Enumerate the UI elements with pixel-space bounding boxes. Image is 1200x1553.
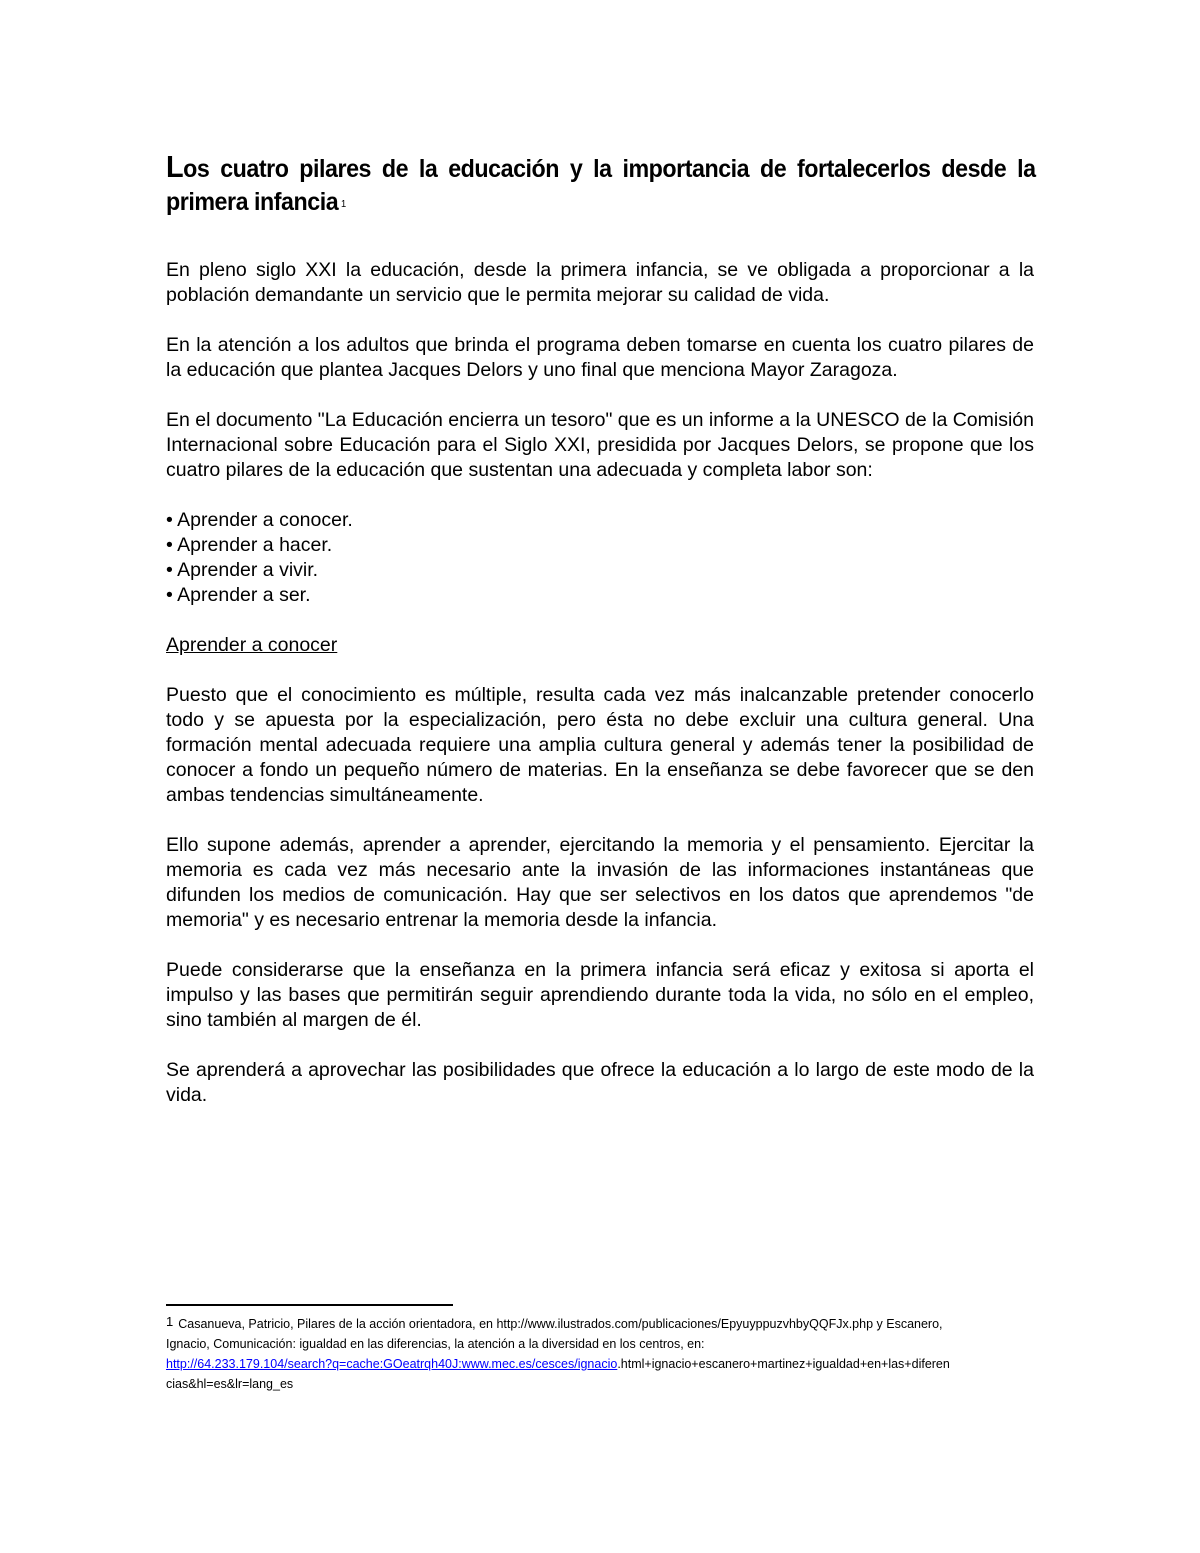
title-text: os cuatro pilares de la educación y la importancia de fortalecerlos desde la primera infancia xyxy=(166,155,1036,216)
intro-paragraph: En pleno siglo XXI la educación, desde la primera infancia, se ve obligada a proporcionar a la población demandante un servicio que le permita mejorar su calidad de vida. xyxy=(166,259,1034,306)
list-item: • Aprender a ser. xyxy=(166,584,311,606)
footnote-line xyxy=(166,1314,1046,1334)
pillars-list xyxy=(166,508,1034,608)
footnote-line xyxy=(166,1354,1046,1374)
footnote-divider xyxy=(166,1304,453,1306)
footnote-text: cias&hl=es&lr=lang_es xyxy=(166,1377,294,1391)
section-paragraph: Se aprenderá a aprovechar las posibilidades que ofrece la educación a lo largo de este modo de la vida. xyxy=(166,1059,1034,1106)
paragraph-delors-report: En el documento "La Educación encierra un tesoro" que es un informe a la UNESCO de la Comisión Internacional sobre Educación para el Siglo XXI, presidida por Jacques Delors, se propone que los cuatro pilares de la educación que sustentan una adecuada y completa labor son: xyxy=(166,409,1034,481)
section-paragraph: Ello supone además, aprender a aprender, ejercitando la memoria y el pensamiento. Ejercitar la memoria es cada vez más necesario ante la invasión de las informaciones instantáneas que difunden los medios de comunicación. Hay que ser selectivos en los datos que aprendemos "de memoria" y es necesario entrenar la memoria desde la infancia. xyxy=(166,834,1034,931)
title-first-letter: L xyxy=(166,149,184,184)
section-heading: Aprender a conocer xyxy=(166,634,338,656)
list-item: • Aprender a vivir. xyxy=(166,559,319,581)
section-paragraph: Puede considerarse que la enseñanza en la primera infancia será eficaz y exitosa si aporta el impulso y las bases que permitirán seguir aprendiendo durante toda la vida, no sólo en el empleo, sino también al margen de él. xyxy=(166,959,1034,1031)
document-title xyxy=(166,150,1036,219)
list-item: • Aprender a hacer. xyxy=(166,534,333,556)
footnote-text: Casanueva, Patricio, Pilares de la acción orientadora, en http://www.ilustrados.com/publicaciones/EpyuyppuzvhbyQQFJx.php y Escanero, xyxy=(178,1317,943,1331)
title-footnote-ref[interactable]: 1 xyxy=(340,199,346,210)
footnote-link[interactable]: http://64.233.179.104/search?q=cache:GOeatrqh40J:www.mec.es/cesces/ignacio xyxy=(166,1357,618,1371)
footnote-text: Ignacio, Comunicación: igualdad en las diferencias, la atención a la diversidad en los centros, en: xyxy=(166,1337,705,1351)
list-item: • Aprender a conocer. xyxy=(166,509,353,531)
document-page xyxy=(166,150,1034,1108)
footnote-text: .html+ignacio+escanero+martinez+igualdad+en+las+diferen xyxy=(617,1357,950,1371)
paragraph-adults: En la atención a los adultos que brinda el programa deben tomarse en cuenta los cuatro pilares de la educación que plantea Jacques Delors y uno final que menciona Mayor Zaragoza. xyxy=(166,334,1034,381)
section-paragraph: Puesto que el conocimiento es múltiple, resulta cada vez más inalcanzable pretender conocerlo todo y se apuesta por la especialización, pero ésta no debe excluir una cultura general. Una formación mental adecuada requiere una amplia cultura general y además tener la posibilidad de conocer a fondo un pequeño número de materias. En la enseñanza se debe favorecer que se den ambas tendencias simultáneamente. xyxy=(166,684,1034,806)
footnote-number: 1 xyxy=(166,1314,174,1329)
footnote xyxy=(166,1314,1046,1394)
